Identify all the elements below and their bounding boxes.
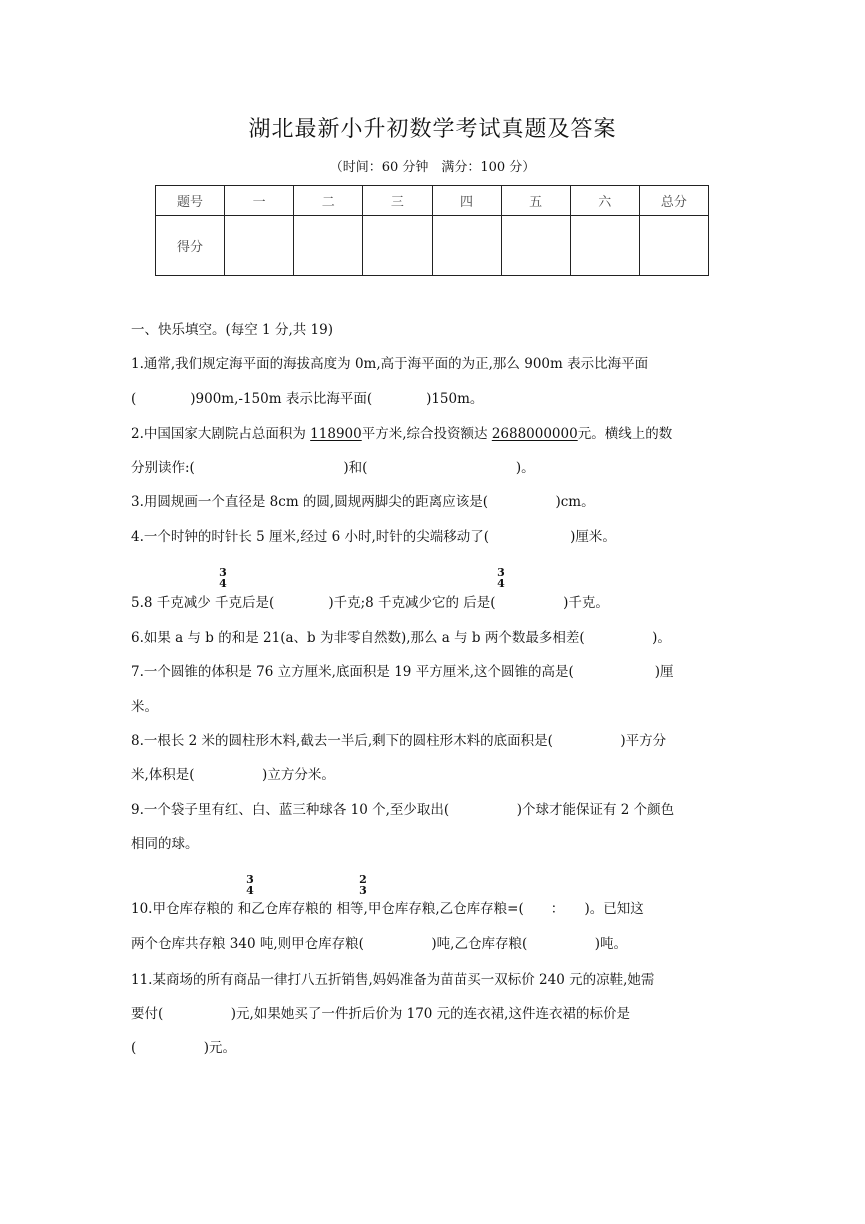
fraction-denominator: 3 <box>359 884 367 897</box>
fraction-numerator: 2 <box>359 873 367 886</box>
fraction-denominator: 4 <box>497 577 505 590</box>
question-line: 5.8 千克减少 千克后是( )千克;8 千克减少它的 后是( )千克。 <box>131 595 609 611</box>
score-cell[interactable] <box>294 216 363 276</box>
question-line: 4.一个时钟的时针长 5 厘米,经过 6 小时,时针的尖端移动了( )厘米。 <box>131 529 616 545</box>
fraction-q10-a <box>246 874 254 896</box>
score-header-cell: 二 <box>294 186 363 216</box>
fraction-q10-b <box>359 874 367 896</box>
score-table-header-row <box>156 186 709 216</box>
score-header-cell: 一 <box>225 186 294 216</box>
q2-end: 元。横线上的数 <box>577 426 673 442</box>
question-line: ( )元。 <box>131 1040 237 1056</box>
question-line: 7.一个圆锥的体积是 76 立方厘米,底面积是 19 平方厘米,这个圆锥的高是( )厘 <box>131 664 674 680</box>
score-header-cell: 三 <box>363 186 432 216</box>
question-line: 米。 <box>131 699 158 715</box>
question-line: 8.一根长 2 米的圆柱形木料,截去一半后,剩下的圆柱形木料的底面积是( )平方分 <box>131 733 667 749</box>
question-line: 1.通常,我们规定海平面的海拔高度为 0m,高于海平面的为正,那么 900m 表示比海平面 <box>131 356 649 372</box>
score-header-cell: 六 <box>570 186 639 216</box>
question-line: 10.甲仓库存粮的 和乙仓库存粮的 相等,甲仓库存粮,乙仓库存粮=( ： )。已知这 <box>131 901 644 917</box>
score-cell[interactable] <box>501 216 570 276</box>
score-table <box>155 185 709 276</box>
document-title: 湖北最新小升初数学考试真题及答案 <box>248 117 617 142</box>
question-line: 相同的球。 <box>131 836 199 852</box>
question-line: 米,体积是( )立方分米。 <box>131 767 335 783</box>
q2-prefix: 2.中国国家大剧院占总面积为 <box>131 426 311 442</box>
fraction-numerator: 3 <box>219 566 227 579</box>
score-header-cell: 四 <box>432 186 501 216</box>
score-cell[interactable] <box>432 216 501 276</box>
score-header-cell: 五 <box>501 186 570 216</box>
fraction-q5-a <box>219 567 227 589</box>
document-subtitle: （时间：60 分钟 满分：100 分） <box>329 160 536 175</box>
q2-middle: 平方米,综合投资额达 <box>361 426 492 442</box>
question-line: 两个仓库共存粮 340 吨,则甲仓库存粮( )吨,乙仓库存粮( )吨。 <box>131 936 627 952</box>
fraction-numerator: 3 <box>497 566 505 579</box>
score-cell[interactable] <box>363 216 432 276</box>
section-heading: 一、快乐填空。(每空 1 分,共 19) <box>131 322 333 338</box>
question-line: 分别读作:( )和( )。 <box>131 460 535 476</box>
question-line: 9.一个袋子里有红、白、蓝三种球各 10 个,至少取出( )个球才能保证有 2 个颜色 <box>131 802 675 818</box>
score-row-label: 得分 <box>156 216 225 276</box>
fraction-denominator: 4 <box>219 577 227 590</box>
q2-money-number: 2688000000 <box>491 426 578 442</box>
score-header-cell: 题号 <box>156 186 225 216</box>
question-line: ( )900m,-150m 表示比海平面( )150m。 <box>131 391 484 407</box>
question-line: 要付( )元,如果她买了一件折后价为 170 元的连衣裙,这件连衣裙的标价是 <box>131 1006 630 1022</box>
score-cell[interactable] <box>639 216 708 276</box>
question-line: 11.某商场的所有商品一律打八五折销售,妈妈准备为苗苗买一双标价 240 元的凉鞋,她需 <box>131 972 655 988</box>
fraction-numerator: 3 <box>246 873 254 886</box>
question-line-q2 <box>131 422 731 442</box>
fraction-denominator: 4 <box>246 884 254 897</box>
question-line: 6.如果 a 与 b 的和是 21(a、b 为非零自然数),那么 a 与 b 两个数最多相差( )。 <box>131 630 671 646</box>
question-line: 3.用圆规画一个直径是 8cm 的圆,圆规两脚尖的距离应该是( )cm。 <box>131 494 595 510</box>
fraction-q5-b <box>497 567 505 589</box>
score-table-score-row <box>156 216 709 276</box>
score-header-cell: 总分 <box>639 186 708 216</box>
score-cell[interactable] <box>570 216 639 276</box>
score-cell[interactable] <box>225 216 294 276</box>
q2-area-number: 118900 <box>310 426 362 442</box>
